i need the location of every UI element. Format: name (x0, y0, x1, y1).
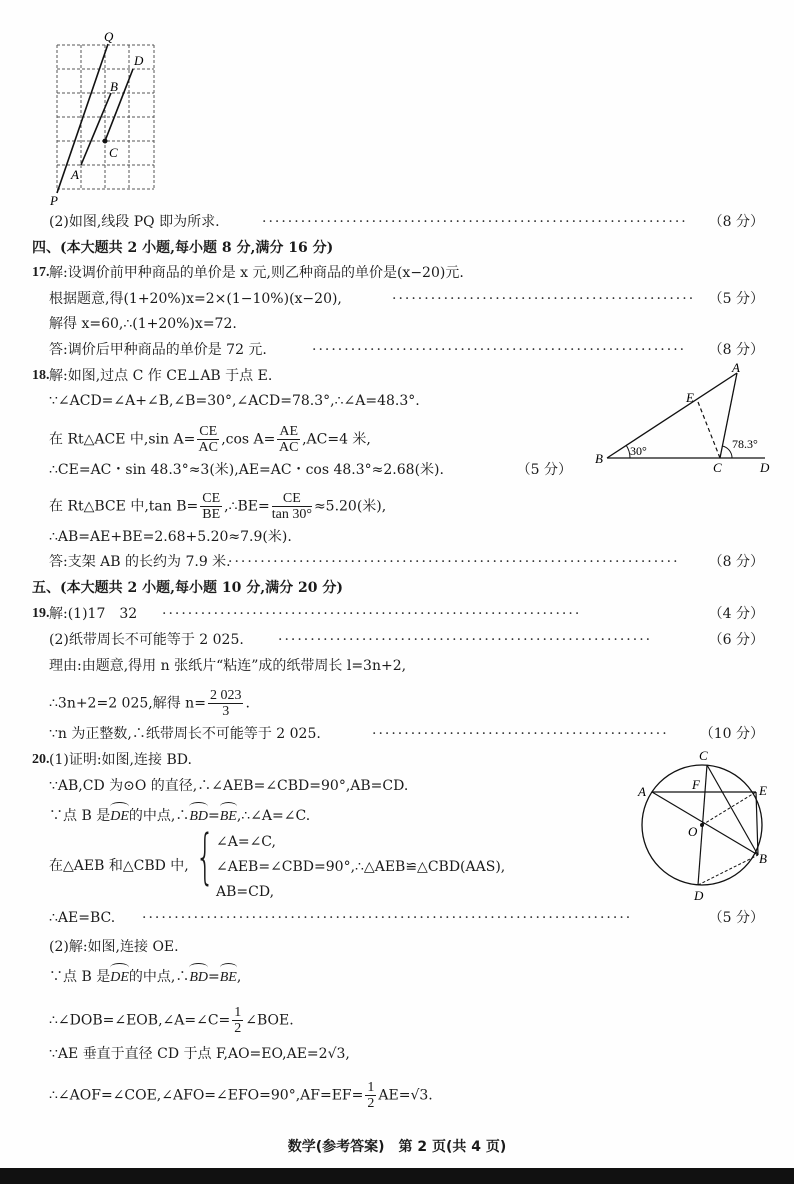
left-brace: { (195, 822, 215, 892)
q19-line2: (2)纸带周长不可能等于 2 025. (49, 632, 244, 648)
text: AE=√3. (378, 1087, 433, 1104)
fraction: $\frac{AE}{AC}$ (279, 424, 299, 455)
q18-line3 (49, 424, 371, 455)
q17-line2: 根据题意,得(1+20%)x=2×(1−10%)(x−20), (49, 291, 342, 307)
label-b: B (759, 851, 767, 866)
text: 的中点,∴ (128, 808, 190, 824)
dot-leader: ············································································ (142, 910, 633, 926)
section-five-heading: 五、(本大题共 2 小题,每小题 10 分,满分 20 分) (32, 580, 343, 596)
q18-line6: ∴AB=AE+BE=2.68+5.20≈7.9(米). (49, 529, 292, 545)
q18-line7: 答:支架 AB 的长约为 7.9 米. (49, 554, 231, 570)
text: ∴3n+2=2 025,解得 n= (49, 695, 206, 712)
score: （8 分） (708, 342, 764, 358)
score: （8 分） (708, 214, 764, 230)
q20-number: 20. (32, 752, 50, 767)
arc-de: DE (110, 968, 129, 988)
dot-leader: ··············································· (392, 291, 696, 307)
dot-leader: ·································································· (262, 214, 688, 230)
dot-leader: ·························································· (312, 342, 687, 358)
angle-78: 78.3° (732, 437, 758, 451)
q19-line1: 解:(1)17 32 (49, 606, 138, 622)
arc-de: DE (110, 807, 129, 827)
dot-leader: ·············································· (372, 726, 669, 742)
label-e: E (686, 390, 694, 405)
text: ∴∠AOF=∠COE,∠AFO=∠EFO=90°,AF=EF= (49, 1087, 364, 1104)
q19-number: 19. (32, 606, 50, 621)
q19-line3: 理由:由题意,得用 n 张纸片“粘连”成的纸带周长 l=3n+2, (49, 658, 407, 674)
score: （5 分） (516, 462, 572, 478)
q17-line3: 解得 x=60,∴(1+20%)x=72. (49, 316, 237, 332)
q16-part2: (2)如图,线段 PQ 即为所求. (49, 214, 220, 230)
text: 在 Rt△BCE 中,tan B= (49, 498, 199, 515)
page-footer: 数学(参考答案) 第 2 页(共 4 页) (287, 1139, 507, 1155)
q17-line1: 解:设调价前甲种商品的单价是 x 元,则乙种商品的单价是(x−20)元. (49, 265, 464, 281)
text: . (245, 695, 250, 712)
q17-number: 17. (32, 265, 50, 280)
q20-line3 (49, 806, 310, 827)
label-q: Q (104, 30, 114, 44)
q20-system-3: AB=CD, (216, 884, 275, 900)
q18-line5 (49, 491, 386, 522)
dot-leader: ································································· (162, 606, 582, 622)
dot-leader: ·························································· (278, 632, 653, 648)
section-four-heading: 四、(本大题共 2 小题,每小题 8 分,满分 16 分) (32, 240, 334, 256)
text: ∠BOE. (245, 1012, 294, 1029)
label-c: C (713, 460, 722, 472)
label-a: A (732, 360, 740, 375)
text: ,cos A= (221, 431, 276, 448)
label-e: E (759, 783, 767, 798)
text: ∵点 B 是 (49, 808, 111, 824)
text: 在 Rt△ACE 中,sin A= (49, 431, 196, 448)
text: ≈5.20(米), (313, 498, 387, 515)
label-c: C (699, 748, 708, 763)
q19-line5: ∵n 为正整数,∴纸带周长不可能等于 2 025. (49, 726, 321, 742)
text: ,∴∠A=∠C. (236, 808, 311, 824)
label-p: P (50, 193, 58, 208)
arc-bd: BD (189, 807, 208, 827)
label-d: D (134, 53, 144, 68)
score: （5 分） (708, 291, 764, 307)
score: （8 分） (708, 554, 764, 570)
label-d: D (760, 460, 770, 472)
q19-line4 (49, 688, 250, 719)
q20-line2: ∵AB,CD 为⊙O 的直径,∴∠AEB=∠CBD=90°,AB=CD. (49, 778, 409, 794)
q20-system-2: ∠AEB=∠CBD=90°,∴△AEB≌△CBD(AAS), (216, 859, 506, 875)
label-b: B (110, 79, 118, 94)
text: = (208, 969, 220, 985)
score: （5 分） (708, 910, 764, 926)
text: ,AC=4 米, (302, 431, 371, 448)
label-b: B (595, 451, 603, 466)
label-f: F (692, 777, 700, 792)
q17-line4: 答:调价后甲种商品的单价是 72 元. (49, 342, 267, 358)
q20-line4-prefix: 在△AEB 和△CBD 中, (49, 858, 189, 874)
triangle-figure (590, 360, 780, 472)
fraction: $\frac{CE}{AC}$ (198, 424, 218, 455)
text: = (208, 808, 220, 824)
score: （4 分） (708, 606, 764, 622)
q20-line1: (1)证明:如图,连接 BD. (49, 752, 192, 768)
arc-be: BE (220, 807, 237, 827)
angle-30: 30° (630, 444, 647, 458)
q18-line2: ∵∠ACD=∠A+∠B,∠B=30°,∠ACD=78.3°,∴∠A=48.3°. (49, 393, 420, 409)
fraction: $\frac{CE}{BE}$ (202, 491, 221, 522)
label-o: O (688, 824, 698, 839)
label-c: C (109, 145, 118, 160)
label-a: A (71, 167, 79, 182)
q20-line5: ∴AE=BC. (49, 910, 116, 926)
arc-be: BE (220, 968, 237, 988)
q18-number: 18. (32, 368, 50, 383)
score: （10 分） (699, 726, 764, 742)
text: , (236, 969, 242, 985)
q20-line10 (49, 1080, 433, 1111)
fraction: $\frac{CE}{\tan 30^\circ}$ (271, 491, 312, 522)
fraction: $\frac{1}{2}$ (367, 1080, 375, 1111)
text: ∵点 B 是 (49, 969, 111, 985)
dot-leader: ······································································ (228, 554, 680, 570)
text: 的中点,∴ (128, 969, 190, 985)
q18-line1: 解:如图,过点 C 作 CE⊥AB 于点 E. (49, 368, 273, 384)
q20-line7 (49, 967, 241, 988)
q20-line6: (2)解:如图,连接 OE. (49, 939, 179, 955)
fraction: $\frac{1}{2}$ (234, 1005, 242, 1036)
bottom-bar (0, 1168, 794, 1184)
q20-line8 (49, 1005, 294, 1036)
label-a: A (638, 784, 646, 799)
grid-figure (44, 30, 164, 208)
text: ∴∠DOB=∠EOB,∠A=∠C= (49, 1012, 231, 1029)
label-d: D (694, 888, 704, 903)
score: （6 分） (708, 632, 764, 648)
q18-line4: ∴CE=AC・sin 48.3°≈3(米),AE=AC・cos 48.3°≈2.68(米). (49, 462, 444, 478)
fraction: $\frac{2 023}{3}$ (209, 688, 242, 719)
circle-figure (628, 745, 778, 905)
arc-bd: BD (189, 968, 208, 988)
q20-system-1: ∠A=∠C, (216, 834, 276, 850)
q20-line9: ∵AE 垂直于直径 CD 于点 F,AO=EO,AE=2√3, (49, 1046, 350, 1062)
text: ,∴BE= (224, 498, 270, 515)
